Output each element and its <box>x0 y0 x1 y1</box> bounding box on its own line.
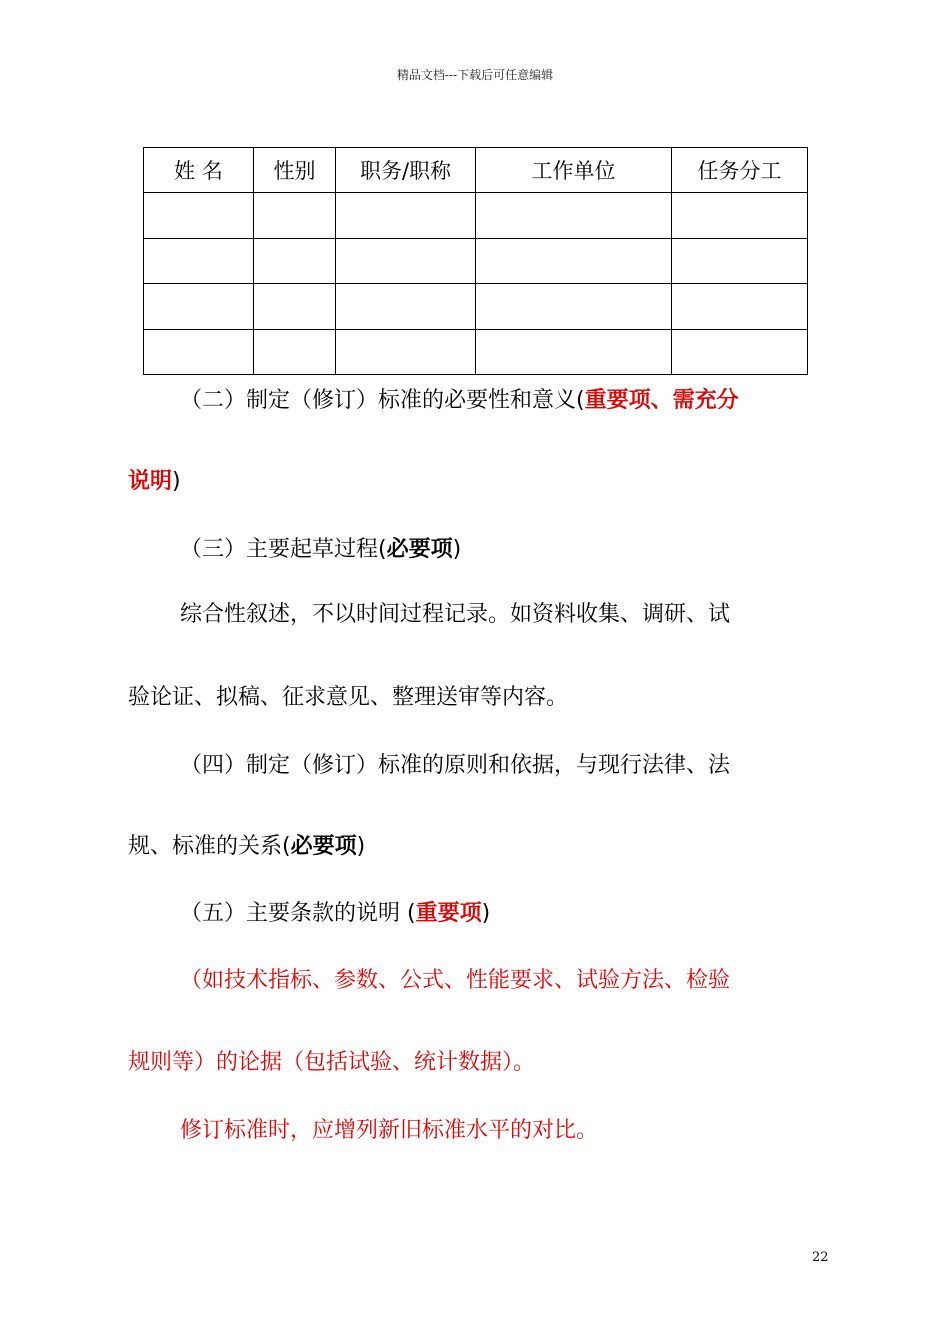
table-row <box>144 329 808 375</box>
section-3-emphasis: 必要项 <box>386 537 453 562</box>
header-task: 任务分工 <box>672 148 808 193</box>
section-5-body-line-1: （如技术指标、参数、公式、性能要求、试验方法、检验 <box>180 968 731 993</box>
section-4-heading: （四）制定（修订）标准的原则和依据，与现行法律、法 <box>180 753 731 778</box>
section-5-title: （五）主要条款的说明 <box>180 901 407 926</box>
section-5-open-paren: ( <box>407 901 416 926</box>
table-cell <box>476 238 672 284</box>
section-2-heading <box>180 390 739 412</box>
section-3-body-line-2: 验论证、拟稿、征求意见、整理送审等内容。 <box>128 685 569 710</box>
section-5-body-line-2: 规则等）的论据（包括试验、统计数据）。 <box>128 1050 536 1075</box>
table-cell <box>336 284 476 330</box>
section-4-title-cont: 规、标准的关系 <box>128 834 283 859</box>
table-cell <box>336 193 476 239</box>
header-name: 姓 名 <box>144 148 254 193</box>
table-cell <box>476 193 672 239</box>
table-cell <box>476 284 672 330</box>
section-2-open-paren: ( <box>576 388 585 413</box>
section-5-emphasis: 重要项 <box>415 901 482 926</box>
section-5-heading <box>180 903 490 925</box>
table-cell <box>476 329 672 375</box>
table-cell <box>144 329 254 375</box>
member-table <box>143 147 808 375</box>
header-employer: 工作单位 <box>476 148 672 193</box>
table-row <box>144 238 808 284</box>
header-gender: 性别 <box>254 148 336 193</box>
section-3-title: （三）主要起草过程 <box>180 537 379 562</box>
section-5-close-paren: ) <box>481 901 491 926</box>
table-cell <box>144 238 254 284</box>
table-cell <box>254 284 336 330</box>
section-4-emphasis: 必要项 <box>290 834 357 859</box>
section-4-open-paren: ( <box>282 834 291 859</box>
section-2-close-paren: ) <box>172 469 181 494</box>
section-2-heading-cont <box>128 471 181 493</box>
table-cell <box>144 284 254 330</box>
section-4-heading-cont <box>128 836 365 858</box>
table-cell <box>254 193 336 239</box>
table-cell <box>254 238 336 284</box>
table-cell <box>672 193 808 239</box>
section-3-close-paren: ) <box>452 537 462 562</box>
section-2-emphasis: 重要项、需充分 <box>584 388 739 413</box>
section-4-close-paren: ) <box>356 834 366 859</box>
table-row <box>144 193 808 239</box>
table-cell <box>672 284 808 330</box>
section-3-body-line-1: 综合性叙述，不以时间过程记录。如资料收集、调研、试 <box>180 602 731 627</box>
table-cell <box>336 238 476 284</box>
page-number: 22 <box>812 1250 829 1265</box>
table-cell <box>672 329 808 375</box>
section-3-heading <box>180 539 461 561</box>
header-title: 职务/职称 <box>336 148 476 193</box>
table-cell <box>254 329 336 375</box>
section-3-open-paren: ( <box>378 537 387 562</box>
section-2-title: （二）制定（修订）标准的必要性和意义 <box>180 388 577 413</box>
document-header-note: 精品文档---下载后可任意编辑 <box>396 68 554 82</box>
section-5-body-line-3: 修订标准时，应增列新旧标准水平的对比。 <box>180 1118 599 1143</box>
section-2-emphasis-cont: 说明 <box>128 469 173 494</box>
table-cell <box>336 329 476 375</box>
table-header-row <box>144 148 808 193</box>
table-cell <box>672 238 808 284</box>
table-cell <box>144 193 254 239</box>
table-row <box>144 284 808 330</box>
